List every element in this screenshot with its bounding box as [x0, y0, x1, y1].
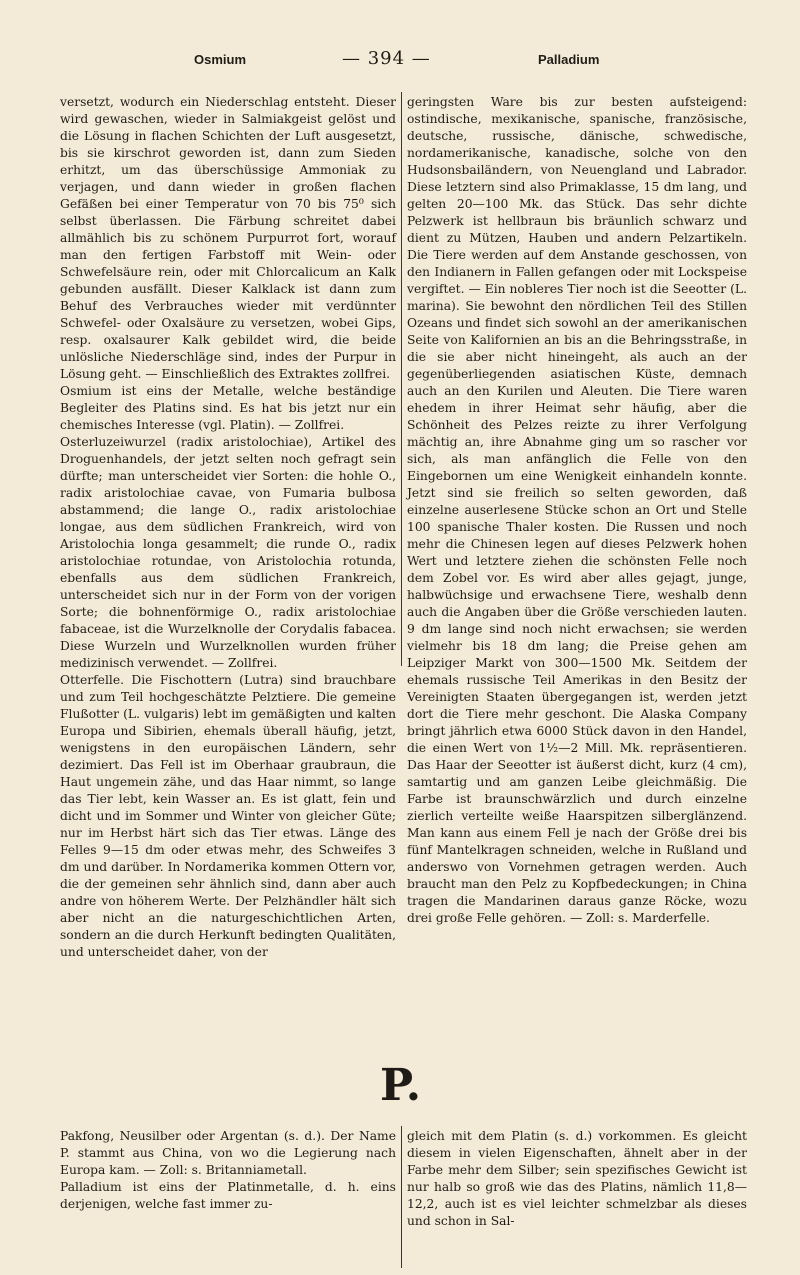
column-right-bottom	[407, 1128, 747, 1230]
paragraph-palladium-cont: gleich mit dem Platin (s. d.) vorkommen. Es gleicht diesem in vielen Eigenschaften, ähnelt aber in der Farbe mehr dem Silber; sein spezifisches Gewicht ist nur halb so groß wie das des Platins, nämlich 11,8—12,2, auch ist es viel leichter schmelzbar als dieses und schon in Sal-	[407, 1129, 747, 1228]
column-left-top	[60, 94, 396, 961]
column-divider-bottom	[401, 1126, 402, 1268]
section-letter-heading: P.	[380, 1060, 422, 1111]
entry-osmium: Osmium ist eins der Metalle, welche beständige Begleiter des Platins sind. Es hat bis jetzt nur ein chemisches Interesse (vgl. Platin). — Zollfrei.	[60, 384, 396, 432]
page-number: — 394 —	[342, 48, 431, 69]
entry-osterluzeiwurzel: Osterluzeiwurzel (radix aristolochiae), Artikel des Droguenhandels, der jetzt selten noch gefragt sein dürfte; man unterscheidet vier Sorten: die hohle O., radix aristolochiae cavae, von Fumaria bulbosa abstammend; die lange O., radix aristolochiae longae, aus dem südlichen Frankreich, wird von Aristolochia longa gesammelt; die runde O., radix aristolochiae rotundae, von Aristolochia rotunda, ebenfalls aus dem südlichen Frankreich, unterscheidet sich nur in der Form von der vorigen Sorte; die bohnenförmige O., radix aristolochiae fabaceae, ist die Wurzelknolle der Corydalis fabacea. Diese Wurzeln und Wurzelknollen wurden früher medizinisch verwendet. — Zollfrei.	[60, 435, 396, 670]
column-divider-top	[401, 92, 402, 666]
running-header	[62, 48, 745, 72]
entry-pakfong: Pakfong, Neusilber oder Argentan (s. d.). Der Name P. stammt aus China, von wo die Legierung nach Europa kam. — Zoll: s. Britanniametall.	[60, 1129, 396, 1177]
entry-otterfelle: Otterfelle. Die Fischottern (Lutra) sind brauchbare und zum Teil hochgeschätzte Pelztiere. Die gemeine Flußotter (L. vulgaris) lebt im gemäßigten und kalten Europa und Sibirien, ehemals überall häufig, jetzt, wenigstens in den europäischen Ländern, sehr dezimiert. Das Fell ist im Oberhaar graubraun, die Haut ungemein zähe, und das Haar nimmt, so lange das Tier lebt, kein Wasser an. Es ist glatt, fein und dicht und im Sommer und Winter von gleicher Güte; nur im Herbst härt sich das Tier etwas. Länge des Felles 9—15 dm oder etwas mehr, des Schweifes 3 dm und darüber. In Nordamerika kommen Ottern vor, die der gemeinen sehr ähnlich sind, dann aber auch andre von höherem Werte. Der Pelzhändler hält sich aber nicht an die naturgeschichtlichen Arten, sondern an die durch Herkunft bedingten Qualitäten, und unterscheidet daher, von der	[60, 673, 396, 959]
paragraph-otterfelle-cont: geringsten Ware bis zur besten aufsteigend: ostindische, mexikanische, spanische, französische, deutsche, russische, dänische, schwedische, nordamerikanische, kanadische, solche von den Hudsonsbailändern, von Neuengland und Labrador. Diese letztern sind also Primaklasse, 15 dm lang, und gelten 20—100 Mk. das Stück. Das sehr dichte Pelzwerk ist hellbraun bis bräunlich schwarz und dient zu Mützen, Hauben und andern Pelzartikeln. Die Tiere werden auf dem Anstande geschossen, von den Indianern in Fallen gefangen oder mit Lockspeise vergiftet. — Ein nobleres Tier noch ist die Seeotter (L. marina). Sie bewohnt den nördlichen Teil des Stillen Ozeans und findet sich sowohl an der amerikanischen Seite von Kalifornien an bis an die Behringsstraße, in die sie aber nicht hineingeht, als auch an der gegenüberliegenden asiatischen Küste, demnach auch an den Kurilen und Aleuten. Die Tiere waren ehedem in ihrer Heimat sehr häufig, aber die Schönheit des Pelzes reizte zu ihrer Verfolgung mächtig an, ihre Abnahme ging um so rascher vor sich, als man anfänglich die Felle von den Eingebornen um eine Wenigkeit einhandeln konnte. Jetzt sind sie freilich so selten geworden, daß einzelne auserlesene Stücke schon an Ort und Stelle 100 spanische Thaler kosten. Die Russen und noch mehr die Chinesen legen auf dieses Pelzwerk hohen Wert und letztere ziehen die schönsten Felle noch dem Zobel vor. Es wird aber alles gejagt, junge, halbwüchsige und erwachsene Tiere, weshalb denn auch die Angaben über die Größe verschieden lauten. 9 dm lange sind noch nicht erwachsen; sie werden vielmehr bis 18 dm lang; die Preise gehen am Leipziger Markt von 300—1500 Mk. Seitdem der ehemals russische Teil Amerikas in den Besitz der Vereinigten Staaten übergegangen ist, werden jetzt dort die Tiere mehr geschont. Die Alaska Company bringt jährlich etwa 6000 Stück davon in den Handel, die einen Wert von 1½—2 Mill. Mk. repräsentieren. Das Haar der Seeotter ist äußerst dicht, kurz (4 cm), samtartig und am ganzen Leibe gleichmäßig. Die Farbe ist braunschwärzlich und durch einzelne zierlich verteilte weiße Haarspitzen silberglänzend. Man kann aus einem Fell je nach der Größe drei bis fünf Mantelkragen schneiden, welche in Rußland und anderswo von Vornehmen getragen werden. Auch braucht man den Pelz zu Kopfbedeckungen; in China tragen die Mandarinen daraus ganze Röcke, wozu drei große Felle gehören. — Zoll: s. Marderfelle.	[407, 95, 747, 925]
column-left-bottom	[60, 1128, 396, 1213]
header-left-keyword: Osmium	[194, 52, 247, 67]
paragraph-purpur-cont: versetzt, wodurch ein Niederschlag entsteht. Dieser wird gewaschen, wieder in Salmiakgeist gelöst und die Lösung in flachen Schichten der Luft ausgesetzt, bis sie kirschrot geworden ist, dann zum Sieden erhitzt, um das überschüssige Ammoniak zu verjagen, und dann wieder in großen flachen Gefäßen bei einer Temperatur von 70 bis 75⁰ sich selbst überlassen. Die Färbung schreitet dabei allmählich bis zu schönem Purpurrot fort, worauf man den fertigen Farbstoff mit Wein- oder Schwefelsäure rein, oder mit Chlorcalicum an Kalk gebunden ausfällt. Dieser Kalklack ist dann zum Behuf des Verbrauches wieder mit verdünnter Schwefel- oder Oxalsäure zu versetzen, wobei Gips, resp. oxalsaurer Kalk gebildet wird, die beide unlösliche Niederschläge sind, indes der Purpur in Lösung geht. — Einschließlich des Extraktes zollfrei.	[60, 95, 396, 381]
column-right-top	[407, 94, 747, 927]
header-right-keyword: Palladium	[538, 52, 600, 67]
entry-palladium: Palladium ist eins der Platinmetalle, d. h. eins derjenigen, welche fast immer zu-	[60, 1180, 396, 1211]
